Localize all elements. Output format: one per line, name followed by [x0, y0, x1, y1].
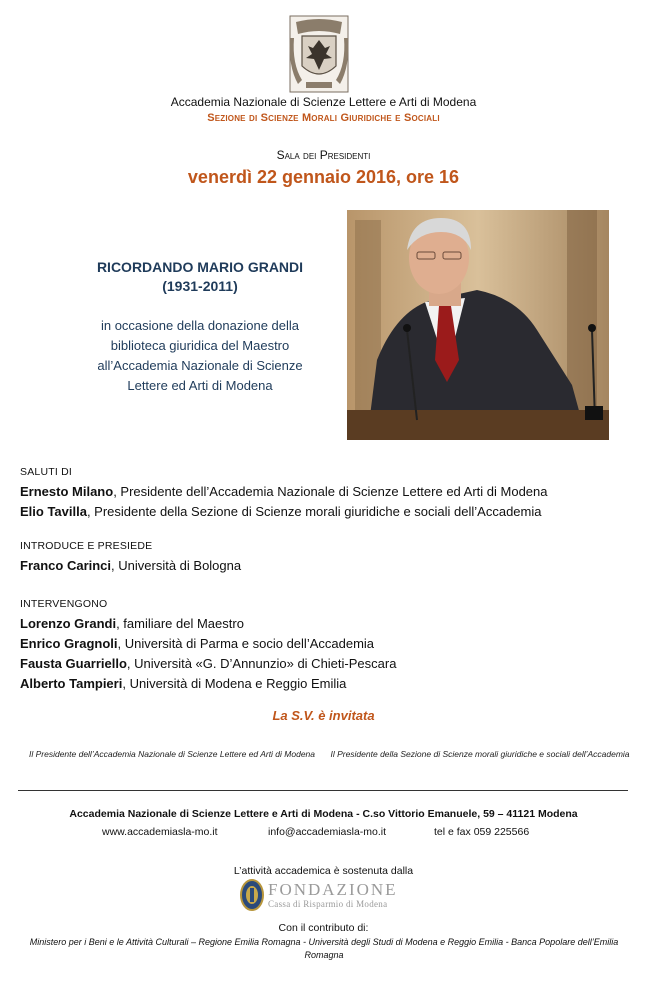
fondazione-emblem-icon — [240, 878, 264, 912]
speakers-section — [20, 594, 396, 694]
footer-address: Accademia Nazionale di Scienze Lettere e Arti di Modena - C.so Vittorio Emanuele, 59 – 41121 Modena — [69, 808, 578, 820]
speaker-row — [20, 634, 396, 654]
phone-fax: tel e fax 059 225566 — [434, 826, 530, 838]
speaker-role: , Università di Modena e Reggio Emilia — [122, 676, 347, 691]
support-text: L’attività accademica è sostenuta dalla — [233, 865, 414, 877]
speaker-row — [20, 674, 396, 694]
greetings-label: SALUTI DI — [20, 466, 72, 478]
chair-name: Franco Carinci — [20, 558, 112, 573]
event-description: in occasione della donazione della biblioteca giuridica del Maestro all’Accademia Nazionale di Scienze Lettere ed Arti di Modena — [97, 318, 303, 393]
speakers-label: INTERVENGONO — [20, 598, 108, 610]
fondazione-name: FONDAZIONE — [268, 880, 398, 899]
event-date: venerdì 22 gennaio 2016, ore 16 — [187, 167, 460, 187]
greetings-section — [20, 462, 548, 522]
speaker-name: Alberto Tampieri — [20, 676, 123, 691]
greeting-row — [20, 482, 548, 502]
academy-name: Accademia Nazionale di Scienze Lettere e Arti di Modena — [170, 95, 477, 109]
event-block — [80, 258, 320, 396]
contributors-list: Ministero per i Beni e le Attività Culturali – Regione Emilia Romagna - Università degli Studi di Modena e Reggio Emilia - Banca Popolare dell’Emilia Romagna — [29, 937, 619, 960]
email-link[interactable]: info@accademiasla-mo.it — [268, 826, 387, 838]
event-years: (1931-2011) — [162, 278, 238, 294]
speaker-name: Lorenzo Grandi — [20, 616, 117, 631]
speaker-row — [20, 614, 396, 634]
chair-section — [20, 536, 241, 576]
chair-label: INTRODUCE E PRESIEDE — [20, 540, 153, 552]
fondazione-subtitle: Cassa di Risparmio di Modena — [268, 899, 388, 909]
contributors-label: Con il contributo di: — [278, 922, 369, 934]
speaker-name: Enrico Gragnoli — [20, 636, 118, 651]
invitation-line: La S.V. è invitata — [272, 708, 375, 723]
greeting-role: , Presidente della Sezione di Scienze morali giuridiche e sociali dell’Accademia — [86, 504, 542, 519]
speaker-role: , Università «G. D’Annunzio» di Chieti-Pescara — [126, 656, 397, 671]
speaker-role: , Università di Parma e socio dell’Accademia — [117, 636, 375, 651]
venue: Sala dei Presidenti — [276, 148, 371, 162]
speaker-row — [20, 654, 396, 674]
speaker-role: , familiare del Maestro — [116, 616, 244, 631]
signature-left: Il Presidente dell’Accademia Nazionale di Scienze Lettere ed Arti di Modena — [28, 749, 315, 759]
greeting-role: , Presidente dell’Accademia Nazionale di Scienze Lettere ed Arti di Modena — [113, 484, 548, 499]
speaker-name: Fausta Guarriello — [20, 656, 127, 671]
greeting-row — [20, 502, 548, 522]
greeting-name: Elio Tavilla — [20, 504, 87, 519]
section-name: Sezione di Scienze Morali Giuridiche e Sociali — [207, 112, 440, 124]
academy-crest-logo — [288, 14, 350, 94]
portrait-photo — [347, 210, 609, 440]
chair-role: , Università di Bologna — [111, 558, 242, 573]
greeting-name: Ernesto Milano — [20, 484, 114, 499]
website-link[interactable]: www.accademiasla-mo.it — [102, 826, 218, 838]
fondazione-logo — [240, 878, 420, 914]
event-title: RICORDANDO MARIO GRANDI — [96, 259, 304, 275]
footer-divider — [18, 790, 628, 791]
chair-row — [20, 556, 241, 576]
signature-right: Il Presidente della Sezione di Scienze morali giuridiche e sociali dell’Accademia — [330, 749, 630, 759]
